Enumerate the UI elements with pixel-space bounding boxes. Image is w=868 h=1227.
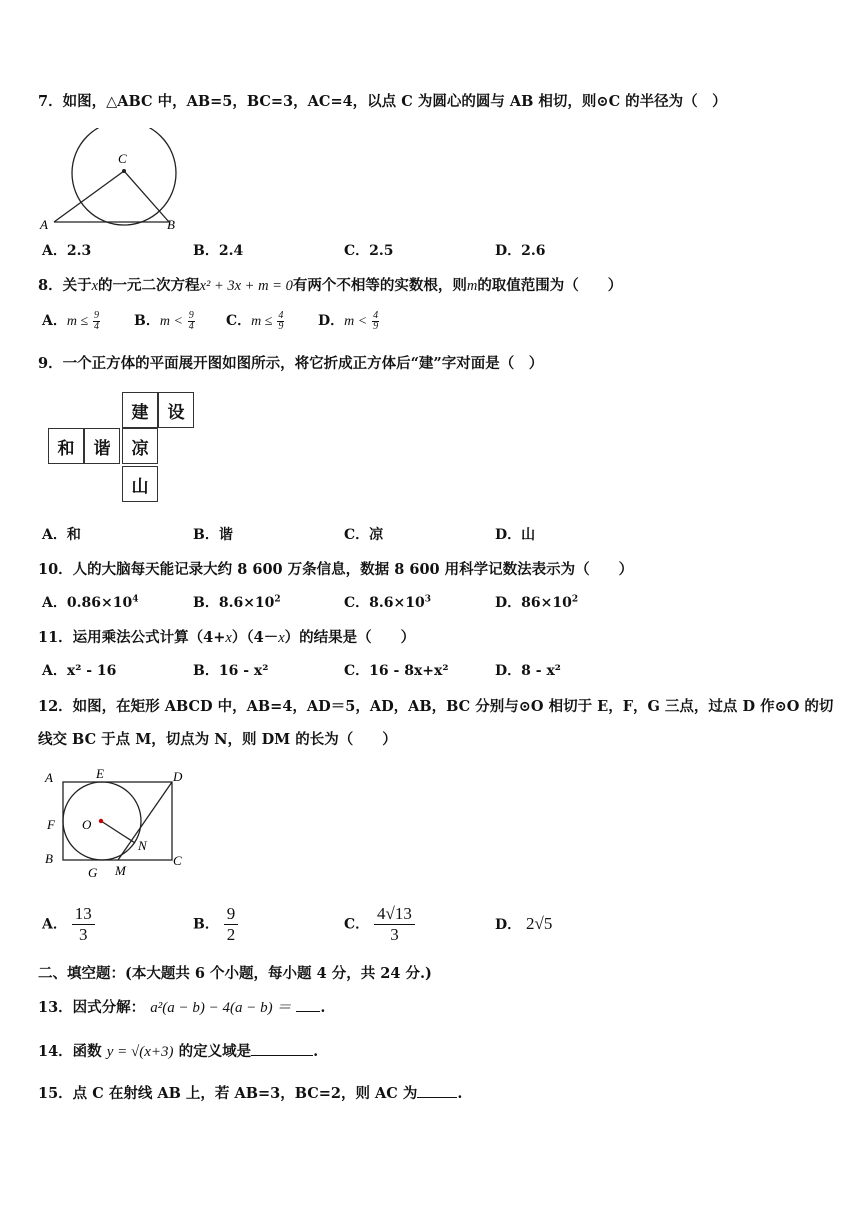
q9-option-c[interactable]: C．凉 [344,527,384,543]
q7-label-a: A [40,217,48,232]
q10-option-b[interactable]: B．$8.6\times 10^2$ [193,594,281,611]
q7-label-b: B [167,217,175,232]
q14-answer-blank[interactable] [251,1043,313,1056]
net-cell-xie: 谐 [84,428,120,464]
q12-option-b[interactable]: B． $\frac{9}{2}$ [193,904,238,945]
q9-option-b[interactable]: B．谐 [193,527,233,543]
q8-option-d[interactable]: D．m < $\frac{4}{9}$ [318,309,379,332]
q10-option-d[interactable]: D．$86\times 10^2$ [495,594,579,611]
q10-option-c[interactable]: C．$8.6\times 10^3$ [344,594,431,611]
q10-stem: 10．人的大脑每天能记录大约 8 600 万条信息，数据 8 600 用科学记数法表示为（ ） [38,561,634,578]
q11-option-a[interactable]: A．x² - 16 [42,663,117,679]
q12-option-d[interactable]: D． 2√5 [495,914,553,933]
q7-option-a[interactable]: A．2.3 [42,243,92,259]
q12-figure [40,764,200,882]
q14-stem: 14．函数 y = √(x+3) 的定义域是 . [38,1043,319,1060]
q12-option-a[interactable]: A． $\frac{13}{3}$ [42,904,95,945]
q7-stem: 7．如图，△ABC 中，AB=5，BC=3，AC=4，以点 C 为圆心的圆与 AB 相切，则⊙C 的半径为（ ） [38,93,727,110]
q7-option-c[interactable]: C．2.5 [344,243,394,259]
net-cell-she: 设 [158,392,194,428]
q9-cube-net [44,392,204,510]
q13-answer-blank[interactable] [296,999,320,1012]
q12-stem-line1: 12．如图，在矩形 ABCD 中，AB=4，AD＝5，AD，AB，BC 分别与⊙O 相切于 E，F，G 三点，过点 D 作⊙O 的切 [38,698,834,715]
q12-option-c[interactable]: C． $\frac{4√13}{3}$ [344,904,415,945]
q12-stem-line2: 线交 BC 于点 M，切点为 N，则 DM 的长为（ ） [38,731,397,748]
q12-label-c: C [173,853,182,868]
q12-label-o: O [82,817,92,832]
q12-label-f: F [47,817,55,832]
q9-option-a[interactable]: A．和 [42,527,81,543]
net-cell-jian: 建 [122,392,158,428]
q12-label-m: M [115,863,126,878]
section2-heading: 二、填空题：(本大题共 6 个小题，每小题 4 分，共 24 分.) [38,965,432,982]
q12-label-g: G [88,865,98,880]
q13-expression: a²(a − b) − 4(a − b) ＝ [150,1000,292,1016]
q13-stem: 13．因式分解： a²(a − b) − 4(a − b) ＝ . [38,999,326,1016]
q8-option-a[interactable]: A．m ≤ $\frac{9}{4}$ [42,309,100,332]
q8-stem: 8．关于x的一元二次方程x² + 3x + m = 0有两个不相等的实数根，则m的取值范围为（ ） [38,277,623,294]
q10-option-a[interactable]: A．$0.86\times 10^4$ [42,594,139,611]
q7-option-d[interactable]: D．2.6 [495,243,546,259]
q12-label-n: N [138,838,147,853]
q9-stem: 9．一个正方体的平面展开图如图所示，将它折成正方体后“建”字对面是（ ） [38,355,544,372]
q15-answer-blank[interactable] [417,1085,457,1098]
net-cell-liang: 凉 [122,428,158,464]
q12-label-d: D [173,769,183,784]
q11-option-b[interactable]: B．16 - x² [193,663,269,679]
q9-option-d[interactable]: D．山 [495,527,536,543]
net-cell-he: 和 [48,428,84,464]
q11-stem: 11．运用乘法公式计算（4+x）（4－x）的结果是（ ） [38,629,416,646]
q7-label-c: C [118,151,127,166]
q14-expression: y = √(x+3) [106,1044,174,1060]
q7-figure [36,128,186,234]
q7-option-b[interactable]: B．2.4 [193,243,244,259]
q11-option-d[interactable]: D．8 - x² [495,663,561,679]
q11-option-c[interactable]: C．16 - 8x+x² [344,663,449,679]
q12-label-b: B [45,851,53,866]
q8-option-b[interactable]: B．m < $\frac{9}{4}$ [134,309,194,332]
q8-option-c[interactable]: C．m ≤ $\frac{4}{9}$ [226,309,284,332]
q12-label-a: A [45,770,53,785]
q12-label-e: E [96,766,104,781]
net-cell-shan: 山 [122,466,158,502]
q15-stem: 15．点 C 在射线 AB 上，若 AB=3，BC=2，则 AC 为 . [38,1085,463,1102]
